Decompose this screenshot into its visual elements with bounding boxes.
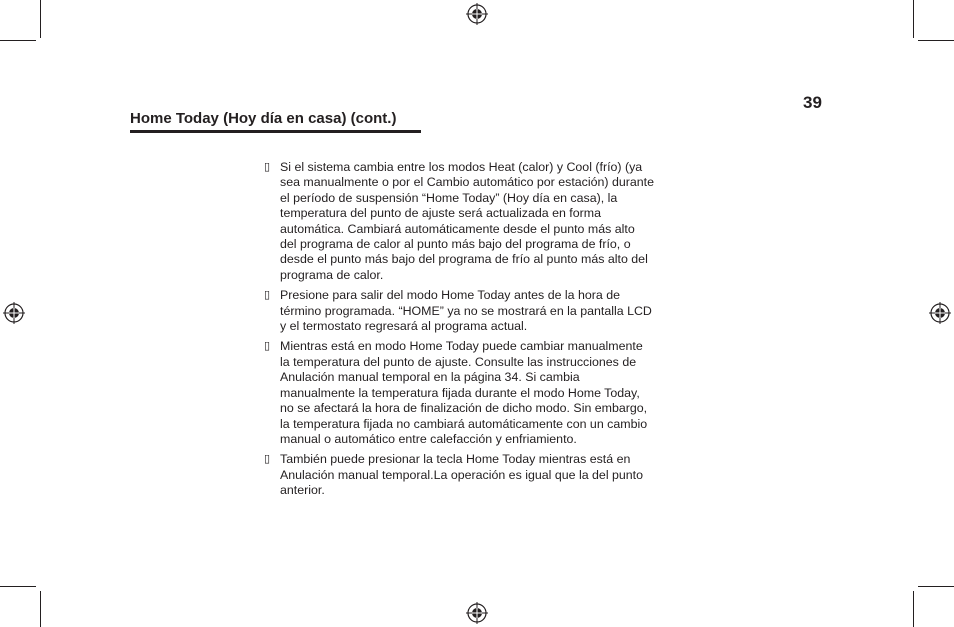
crop-mark-top-right-horizontal bbox=[918, 40, 954, 41]
crop-mark-bottom-right-vertical bbox=[913, 591, 914, 627]
list-item-text: Si el sistema cambia entre los modos Heat (calor) y Cool (frío) (ya sea manualmente o por el Cambio automático por estación) durante el período de suspensión “Home Today” (Hoy día en casa), la temperatura del punto de ajuste será actualizada en forma automática. Cambiará automáticamente desde el punto más alto del programa de calor al punto más bajo del programa de frío, o desde el punto más bajo del programa de frío al punto más alto del programa de calor. bbox=[280, 160, 654, 282]
list-item-text: También puede presionar la tecla Home Today mientras está en Anulación manual temporal.La operación es igual que la del punto anterior. bbox=[280, 452, 644, 498]
bullet-marker: ▯ bbox=[264, 453, 271, 466]
list-item-text: Mientras está en modo Home Today puede cambiar manualmente la temperatura del punto de ajuste. Consulte las instrucciones de Anulación manual temporal en la página 34. Si cambia manualmente la temperatura fijada durante el modo Home Today, no se afectará la hora de finalización de dicho modo. Sin embargo, la temperatura fijada no cambiará automáticamente con un cambio manual o automático entre calefacción y enfriamiento. bbox=[280, 339, 648, 446]
registration-target-icon bbox=[466, 602, 488, 624]
bullet-list bbox=[264, 160, 654, 504]
crop-mark-bottom-left-vertical bbox=[40, 591, 41, 627]
bullet-marker: ▯ bbox=[264, 161, 271, 173]
list-item bbox=[264, 160, 654, 283]
list-item bbox=[264, 288, 654, 334]
registration-target-icon bbox=[3, 302, 25, 324]
list-item-text: Presione para salir del modo Home Today antes de la hora de término programada. “HOME” ya no se mostrará en la pantalla LCD y el termostato regresará al programa actual. bbox=[280, 288, 652, 334]
registration-target-icon bbox=[929, 302, 951, 324]
list-item bbox=[264, 452, 654, 498]
bullet-marker: ▯ bbox=[264, 289, 271, 302]
crop-mark-top-right-vertical bbox=[913, 0, 914, 38]
registration-target-icon bbox=[466, 3, 488, 25]
page-number: 39 bbox=[803, 93, 822, 112]
crop-mark-bottom-left-horizontal bbox=[0, 586, 36, 587]
list-item bbox=[264, 339, 654, 447]
title-underline bbox=[130, 130, 421, 133]
section-title: Home Today (Hoy día en casa) (cont.) bbox=[130, 110, 397, 127]
section-heading bbox=[130, 109, 421, 133]
crop-mark-top-left-horizontal bbox=[0, 40, 36, 41]
bullet-marker: ▯ bbox=[264, 340, 271, 353]
crop-mark-bottom-right-horizontal bbox=[918, 586, 954, 587]
crop-mark-top-left-vertical bbox=[40, 0, 41, 38]
